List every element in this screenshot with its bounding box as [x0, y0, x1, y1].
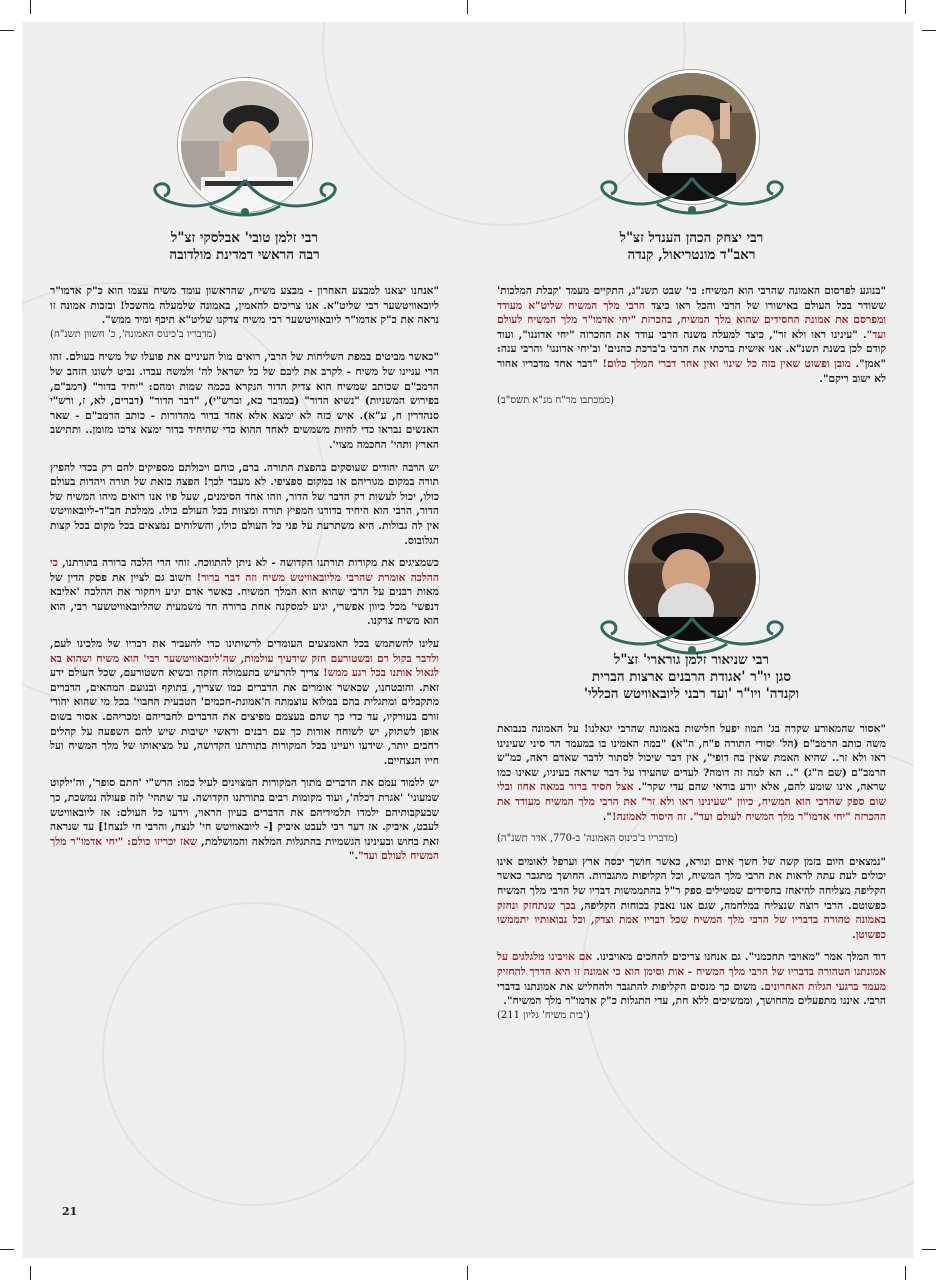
text-run: . משום כך מנסים הקליפות להתגבר ולהחליש את אמונתנו בדברי הרבי. איננו מתפעלים מהחושך, וממשיכים ללא חת, עדי התגלות כ"ק אדמו"ר מלך המשיח". [497, 980, 886, 1008]
crop-mark [922, 30, 936, 31]
quote-paragraph [497, 855, 886, 943]
crop-mark [0, 30, 14, 31]
rabbi-name-abelsky: רבי זלמן טובי' אבלסקי זצ"ל [171, 230, 318, 246]
crop-mark [30, 0, 31, 14]
rabbi-name-gurary: רבי שניאור זלמן גורארי' זצ"ל [614, 652, 769, 668]
text-run: כשמציגים את מקורות תורתנו הקדושה - לא ניתן להתווכח. זוהי הרי הלכה ברורה בתורתנו, [57, 557, 439, 570]
right-column [469, 22, 914, 1258]
crop-mark [30, 1266, 31, 1280]
text-run: "אסור שהמאורע שקרה בג' תמוז יפעל חלישות באמונה שהרבי יגאלנו! על האמונה בנבואת משה כותב הרמב"ם (הל' יסודי התורה פ"ח, ה"א) "במה האמינו בו במעמד הר סיני שעינינו ראו ולא זר.. שהיא האמת שאין בה דופי", אין דבר שיכול לסתור לדבר שאדם ראה, כמ"ש הרמב"ם (שם ה"ג) ".. הא למה זה דומה? לעדים שהעידו על דבר שראה בעיניו, שאינו כמו שראה, אינו שומע להם, אלא יודע בודאי שהם עדי שקר". [497, 723, 886, 794]
text-run: "כאשר מביטים במפת השליחות של הרבי, רואים מול העיניים את פועלו של משיח בעולם. זהו הרי עניינו של משיח - לקרב את ליבם של כל ישראל לה' ולמשה עבדו. נביט לשונו הזהב של הרמב"ם שכותב שמשיח הוא צדיק הדור הנקרא בכמה שמות ומהם: "יחיד בדור" (רמב"ם, בפירוש המשניות) "נשיא הדור" (במדבר כא, וברש"י), "דבר הדור" (דברים, לא, ז, ורש"י סנהדרין ח, ע"א). איש כזה לא ימצא אלא אחד בדור מהדורות - כותב הרמב"ם - שאר האנשים נבראו כדי להיות משמשים לאחד ההוא כדי שהיחיד בדור ימצא צרכו מזומן.. ותתישב הארץ ותהי' החכמה מצוי'. [50, 351, 439, 451]
rabbi-title-gurary-1: סגן יו"ר 'אגודת הרבנים ארצות הברית [591, 669, 792, 685]
highlighted-text: כי ההלכה אומרת שהרבי מליובאוויטש משיח וזה דבר ברור! [50, 557, 439, 584]
text-run: יש הרבה יהודים שעוסקים בהפצת התורה. ברם, כוחם ויכולתם מספיקים להם רק בכדי להפיץ תורה במקום מגוריהם או במקום ספציפי. לא מעבר לכך! הפצה כזאת של תורה ויהדות בעולם כולו, יכול לעשות רק הדבר של הדור, וזהו אחד הסימנים, שעל פיו אנו רואים מיהו המשיח של הדור, הרבי הוא היחיד בדורנו המפיץ תורה ומצוות בכל העולם כולו. ממלכת חב"ד-ליובאוויטש אין לה גבולות. היא משתרעת על פני כל העולם כולו, והשלוחים נמצאים בכל מקום בכל קצות הגלובוס. [50, 461, 439, 547]
text-run: "אנחנו יצאנו למבצע האחרון - מבצע משיח, שהראשון עומד משיח עצמו הוא כ"ק אדמו"ר ליובאוויטשער רבי שליט"א. אנו צריכים להאמין, באמונה שלמעלה מהשכל! ובזכות אמונה זו נראה את כ"ק אדמו"ר ליובאוויטשער רבי משיח צדקנו שליט"א תיכף ומיד ממש". [50, 285, 439, 327]
quote-source: (מדבריו ב'כינוס האמונה' ב-770, אדר תשנ"ה) [497, 833, 678, 845]
highlighted-text: בכך שנתחזק ונחזק באמונה טהורה בדבריו של הרבי מלך המשיח שכל דבריו אמת וצדק, וכל נבואותיו יתממשו כפשוטן [497, 899, 886, 941]
text-run: "דבר אחד מדבריו אחור לא ישוב ריקם". [497, 357, 886, 385]
text-run: "נמצאים היום בזמן קשה של חשך איום ונורא, כאשר חושך יכסה ארץ וערפל לאומים אינו יכולים לעת עתה לראות את הרבי מלך המשיח, וכל הקליפות מתגברות. החושך מתגבר כאשר הקליפה מצליחה להיאחז בחסידים שמטילים ספק ר"ל בהתממשות דבריו של הרבי מלך המשיח כפשוטם. הרבי רוצה שנצליח במלחמה, שגם אנו נאבק בכוחות הקליפה, [497, 855, 887, 912]
highlighted-text: ולדבר בקול רם ובשטורעם חזק שידעיך עולמות, שה'ליובאוויטשער רבי' הוא משיח ושהוא בא לגאול אותנו בכל רגע ממש! [50, 652, 439, 680]
quote-source: (מדבריו ב'כינוס האמונה', כ' חשוון תשנ"ח) [50, 328, 217, 340]
quote-hendel [497, 284, 886, 417]
rabbi-name-hendel: רבי יצחק הכהן הענדל זצ"ל [619, 230, 764, 246]
text-run: צריך להרעיש בתעמולה חזקה ובשיא השטורעם, שכל העולם ידע זאת. והובטחנו, שכאשר אומרים את הדברים כמו שצריך, בתוקף ובנועם המהאים, הדברים מתקבלים ומתגלית בהם במלוא עוצמתה ה'אמונת-חכמים' הטבעית החבוי' בכל מי שהוא יהודי זורם בעורקיו, עד כדי כך שהם בעצמם מפיצים את הדברים לחבריהם ומכריהם. אסור בשום אופן לשתוק, יש לשוחח אודות כך עם רבנים וראשי ישיבות שיש להם השפעה על קהלים רחבים יותר, שידעו ויעיינו בכל המקורות בתורתנו הקדושה, על מציאותו של מלך המשיח ועל חייו הנצחיים. [50, 667, 439, 767]
text-run: . [852, 928, 856, 941]
quote-paragraph [50, 461, 439, 549]
rabbi-title-abelsky: רבה הראשי דמדינת מולדובה [169, 247, 320, 263]
quote-paragraph [50, 284, 439, 328]
quote-gurary [497, 722, 886, 1031]
quote-paragraph [50, 637, 439, 768]
page-number: 21 [62, 1205, 78, 1218]
rabbi-title-hendel: ראב"ד מונטריאול, קנדה [627, 247, 756, 263]
left-column [22, 22, 467, 1258]
crop-mark [467, 0, 468, 14]
text-run: "בנוגע לפרסום האמונה שהרבי הוא המשיח: בי' שבט תשנ"ג, התקיים מעמד 'קבלת המלכות' ששודר בכל העולם באישורו של הרבי והכל ראו כיצד [497, 285, 886, 312]
quote-paragraph [50, 556, 439, 629]
quote-source: (ממכתבו מר"ח מנ"א תשס"ב) [497, 395, 614, 407]
crop-mark [467, 1266, 468, 1280]
text-run: . "עינינו ראו ולא זר", כיצד למעלה משנה הרבי עודד את ההכרזה "יחי אדוננו", ועוד קודם לכן בשנת תשנ"א. אני אישית ברכתי את הרבי ב'ברכת כהנים' וב'יחי אדוננו' והרבי ענה: "אמן". [497, 328, 886, 370]
quote-abelsky [50, 284, 439, 872]
quote-paragraph [50, 350, 439, 452]
quote-paragraph [497, 722, 886, 824]
text-run: ". [602, 810, 612, 823]
text-run: ." [348, 850, 359, 863]
ornament-flourish [587, 170, 797, 220]
text-run: דוד המלך אמר "מאויבי תחכמני". גם אנחנו צריכים להחכים מאויבינו. [592, 951, 886, 964]
crop-mark [922, 1249, 936, 1250]
crop-mark [0, 1249, 14, 1250]
page-sheet [22, 22, 914, 1258]
ornament-flourish [140, 172, 350, 222]
crop-mark [905, 1266, 906, 1280]
rabbi-title-gurary-2: וקנדה' ויו"ר 'ועד רבני ליובאוויטש הכללי' [583, 686, 800, 702]
highlighted-text: שאז יכריזו כולם: "יחי אדמו"ר מלך המשיח לעולם ועד" [50, 835, 439, 863]
text-run: חשוב גם לציין את פסק הדין של מאות רבנים על הרבי שהוא הוא המלך המשיח. כאשר אדם יגיע ויחקור את ההלכה 'אליבא דנפשי' מכל כיוון אפשרי, יגיע למסקנה אחת ברורה חד משמעית שהליובאוויטשער רבי, הוא הוא משיח צדקנו. [50, 571, 439, 628]
highlighted-text: מובן ופשוט שאין בזה כל שינוי ואין אחר דברי המלך כלום! [602, 357, 851, 370]
highlighted-text: הרבי מלך המשיח שליט"א מעודד ומפרסם את אמונת החסידים שהוא מלך המשיח, בהכרזת "יחי אדמו"ר מלך המשיח לעולם ועד" [497, 299, 886, 341]
crop-mark [905, 0, 906, 14]
text-run: יש ללמוד עמם את הדברים מתוך המקורות המצוינים לעיל כמו: הרש"י 'חתם סופר', וה'ילקוט שמעוני' 'אגרת דכלה', ועוד מקומות רבים בתורתנו הקדושה. עד שתהי' לזה פעולה נמשכת, כך שבעקבותיהם ילמדו תלמידיהם את הדברים בעיון הראוי, וידעו כל העולם: אז ליובאוויטש לעבט, איביק. אז דער רבי לעבט איביק [- ליובאוויטש חי' לנצח, והרבי חי לנצח!] עד שנראה זאת בחוש ובעינינו הגשמיות בהתגלות המלאה והמושלמת, [50, 777, 440, 848]
quote-source: ('בית משיח' גליון 211) [497, 1009, 590, 1021]
highlighted-text: אצל חסיד ברור במאה אחוז ובלי שום ספק שהרבי הוא המשיח, כיוון "שעינינו ראו ולא זר" את הרבי מלך המשיח מעודד את ההכרזה "יחי אדמו"ר מלך המשיח לעולם ועד". זה היסוד לאמונה! [497, 781, 886, 823]
quote-paragraph [497, 950, 886, 1008]
quote-paragraph [497, 284, 886, 386]
highlighted-text: אם אויבינו מלגלגים על אמונתנו הטהורה בדבריו של הרבי מלך המשיח - אות וסימן הוא כי אמונה זו היא הדרך להחזיק מעמד ברגעי הגלות האחרונים [497, 951, 886, 993]
text-run: עלינו להשתמש בכל האמצעים העומדים לרשותינו כדי להעביר את דבריו של מלכינו לעם, [50, 638, 439, 651]
quote-paragraph [50, 776, 439, 864]
